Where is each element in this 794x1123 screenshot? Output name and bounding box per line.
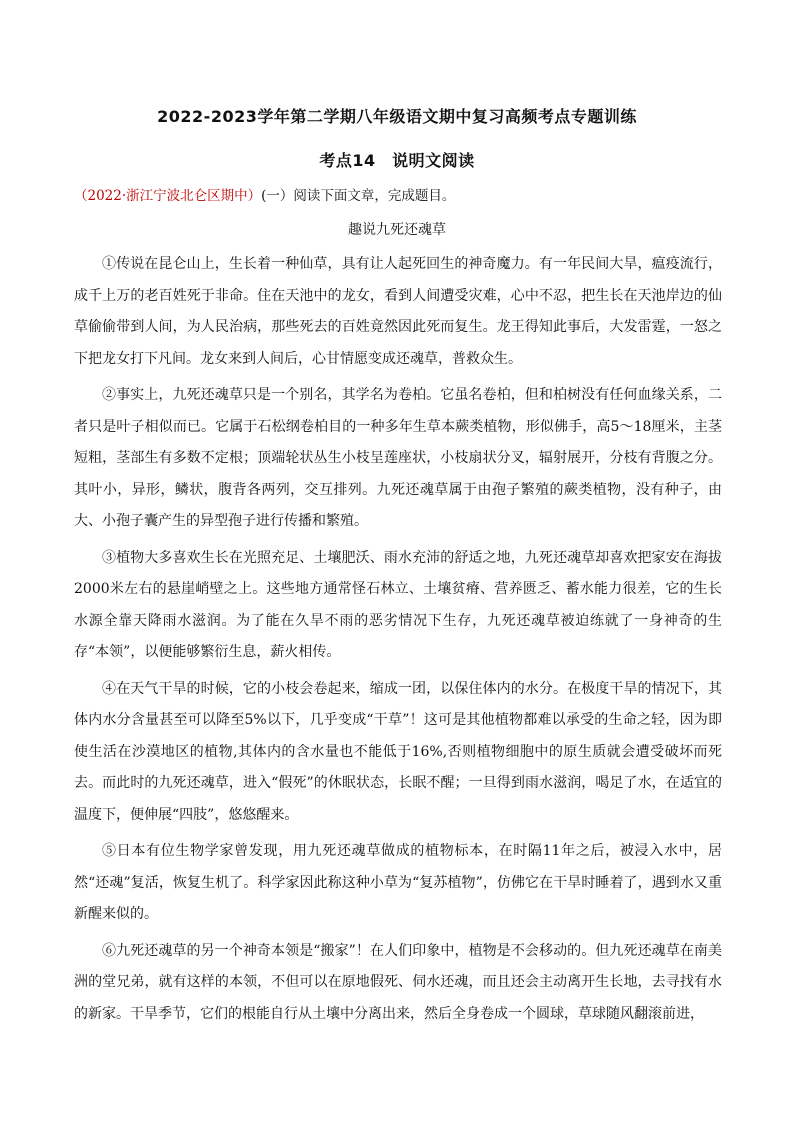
paragraph-3: ③植物大多喜欢生长在光照充足、土壤肥沃、雨水充沛的舒适之地，九死还魂草却喜欢把家安在海拔2000米左右的悬崖峭壁之上。这些地方通常怪石林立、土壤贫瘠、营养匮乏、蓄水能力很差，它的生长水源全靠天降雨水滋润。为了能在久旱不雨的恶劣情况下生存，九死还魂草被迫练就了一身神奇的生存“本领”，以便能够繁衍生息，薪火相传。 (74, 549, 722, 660)
paragraph-5: ⑤日本有位生物学家曾发现，用九死还魂草做成的植物标本，在时隔11年之后，被浸入水中，居然“还魂”复活，恢复生机了。科学家因此称这种小草为“复苏植物”，仿佛它在干旱时睡着了，遇到水又重新醒来似的。 (74, 843, 722, 922)
article-title: 趣说九死还魂草 (348, 222, 446, 238)
paragraph-4: ④在天气干旱的时候，它的小枝会卷起来，缩成一团，以保住体内的水分。在极度干旱的情况下，其体内水分含量甚至可以降至5%以下，几乎变成“干草”！这可是其他植物都难以承受的生命之轻，因为即使生活在沙漠地区的植物,其体内的含水量也不能低于16%,否则植物细胞中的原生质就会遭受破坏而死去。而此时的九死还魂草，进入“假死”的休眠状态，长眠不醒；一旦得到雨水滋润，喝足了水，在适宜的温度下，便伸展“四肢”，悠悠醒来。 (74, 680, 722, 823)
instruction-text: (一）阅读下面文章，完成题目。 (261, 188, 456, 204)
paragraph-1: ①传说在昆仑山上，生长着一种仙草，具有让人起死回生的神奇魔力。有一年民间大旱，瘟疫流行，成千上万的老百姓死于非命。住在天池中的龙女，看到人间遭受灾难，心中不忍，把生长在天池岸边的仙草偷偷带到人间，为人民治病，那些死去的百姓竟然因此死而复生。龙王得知此事后，大发雷霆，一怒之下把龙女打下凡间。龙女来到人间后，心甘情愿变成还魂草，普救众生。 (74, 256, 722, 367)
source-tag: （2022·浙江宁波北仑区期中） (74, 188, 262, 204)
question-intro (74, 184, 455, 204)
document-title: 2022-2023学年第二学期八年级语文期中复习高频考点专题训练 (157, 107, 637, 126)
paragraph-2: ②事实上，九死还魂草只是一个别名，其学名为卷柏。它虽名卷柏，但和柏树没有任何血缘关系，二者只是叶子相似而已。它属于石松纲卷柏目的一种多年生草本蕨类植物，形似佛手，高5～18厘米，主茎短粗，茎部生有多数不定根；顶端轮状丛生小枝呈莲座状，小枝扇状分叉，辐射展开，分枝有背腹之分。其叶小，异形，鳞状，腹背各两列，交互排列。九死还魂草属于由孢子繁殖的蕨类植物，没有种子，由大、小孢子囊产生的异型孢子进行传播和繁殖。 (74, 387, 722, 529)
paragraph-6: ⑥九死还魂草的另一个神奇本领是“搬家”！在人们印象中，植物是不会移动的。但九死还魂草在南美洲的堂兄弟，就有这样的本领，不但可以在原地假死、伺水还魂，而且还会主动离开生长地，去寻找有水的新家。干旱季节，它们的根能自行从土壤中分离出来，然后全身卷成一个圆球，草球随风翻滚前进， (74, 942, 722, 1022)
article-body (74, 249, 722, 1030)
topic-heading: 考点14 说明文阅读 (319, 151, 475, 170)
